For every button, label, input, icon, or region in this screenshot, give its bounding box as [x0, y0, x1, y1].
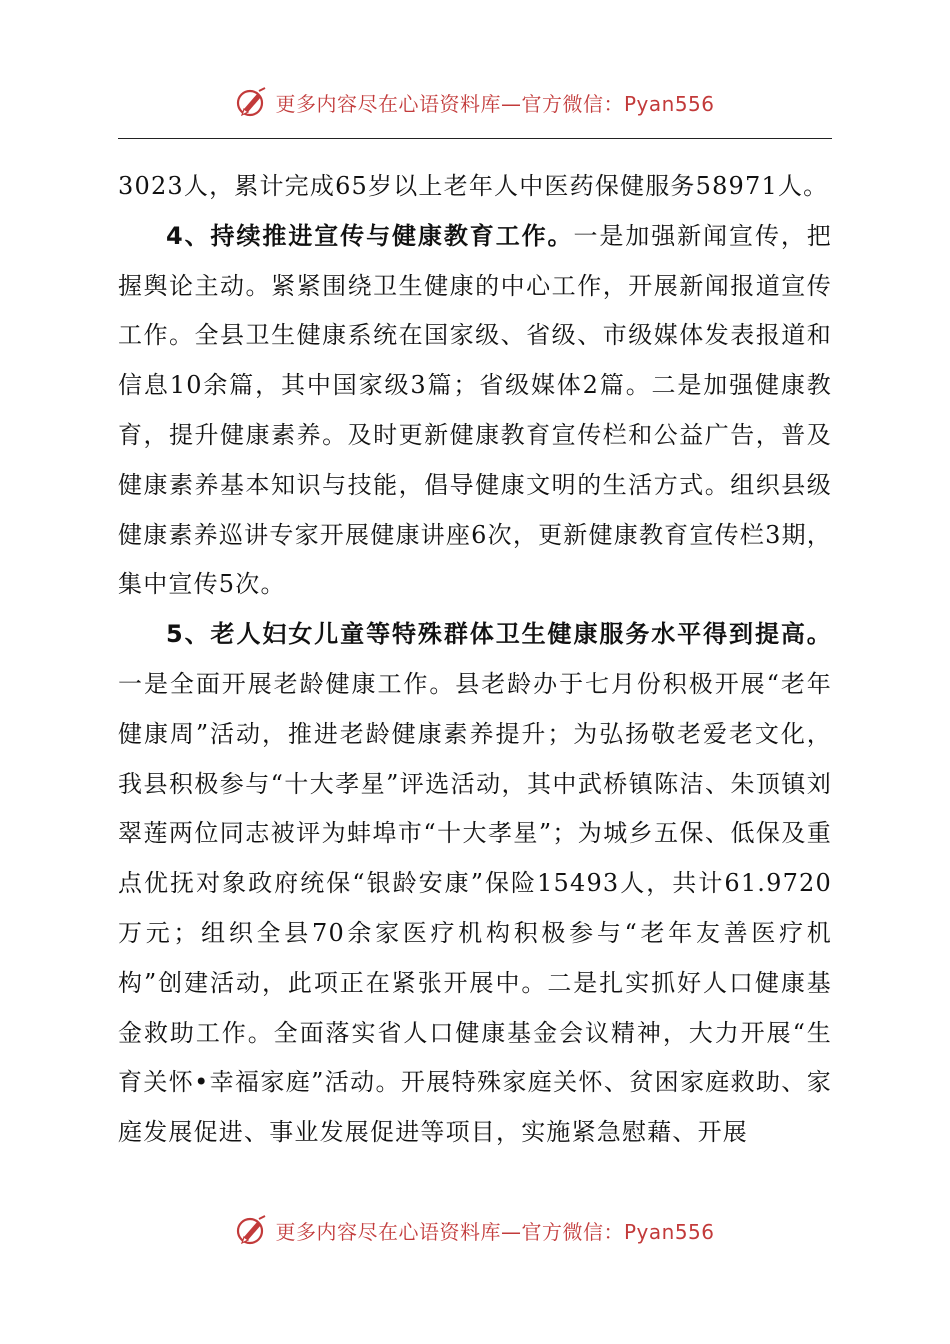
- watermark-text: [275, 88, 714, 117]
- document-body: [118, 162, 832, 1158]
- watermark-brand: 更多内容尽在心语资料库—官方微信：: [275, 91, 624, 116]
- paragraph-special-groups-text: 一是全面开展老龄健康工作。县老龄办于七月份积极开展“老年健康周”活动，推进老龄健康素养提升；为弘扬敬老爱老文化，我县积极参与“十大孝星”评选活动，其中武桥镇陈洁、朱顶镇刘翠莲两位同志被评为蚌埠市“十大孝星”；为城乡五保、低保及重点优抚对象政府统保“银龄安康”保险15493人，共计61.9720万元；组织全县70余家医疗机构积极参与“老年友善医疗机构”创建活动，此项正在紧张开展中。二是扎实抓好人口健康基金救助工作。全面落实省人口健康基金会议精神，大力开展“生育关怀•幸福家庭”活动。开展特殊家庭关怀、贫困家庭救助、家庭发展促进、事业发展促进等项目，实施紧急慰藉、开展: [118, 669, 832, 1147]
- paragraph-continuation: 3023人，累计完成65岁以上老年人中医药保健服务58971人。: [118, 172, 829, 200]
- pen-nib-circle-icon: [235, 1213, 269, 1247]
- header-divider: [118, 138, 832, 139]
- paragraph-publicity-text: 一是加强新闻宣传，把握舆论主动。紧紧围绕卫生健康的中心工作，开展新闻报道宣传工作。全县卫生健康系统在国家级、省级、市级媒体发表报道和信息10余篇，其中国家级3篇；省级媒体2篇。二是加强健康教育，提升健康素养。及时更新健康教育宣传栏和公益广告，普及健康素养基本知识与技能，倡导健康文明的生活方式。组织县级健康素养巡讲专家开展健康讲座6次，更新健康教育宣传栏3期，集中宣传5次。: [118, 221, 832, 599]
- watermark-contact: Pyan556: [623, 1219, 715, 1244]
- footer-watermark: [0, 1210, 950, 1250]
- section-heading-4: 4、持续推进宣传与健康教育工作。: [166, 221, 574, 250]
- paragraph-publicity: [118, 212, 832, 610]
- header-watermark: [0, 82, 950, 122]
- watermark-brand: 更多内容尽在心语资料库—官方微信：: [275, 1219, 624, 1244]
- watermark-text: [275, 1216, 714, 1245]
- section-heading-5: 5、老人妇女儿童等特殊群体卫生健康服务水平得到提高。: [166, 620, 832, 649]
- watermark-contact: Pyan556: [623, 91, 715, 116]
- pen-nib-circle-icon: [235, 85, 269, 119]
- paragraph-special-groups: [118, 610, 832, 1158]
